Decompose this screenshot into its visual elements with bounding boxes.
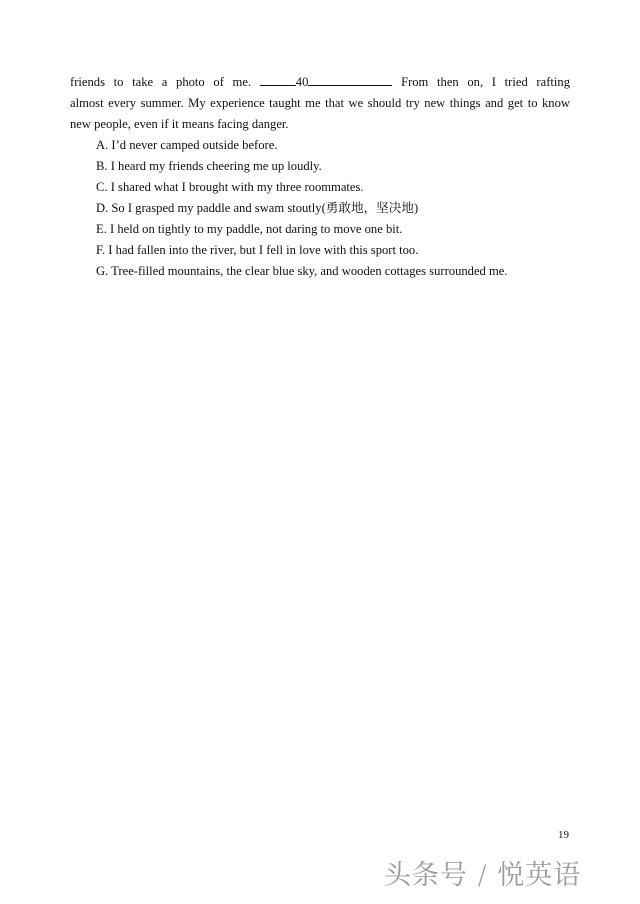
passage-paragraph [70,72,570,135]
option-a: A. I’d never camped outside before. [96,138,278,152]
passage-line-3: new people, even if it means facing danger. [70,117,289,131]
passage-text: friends to take a photo of me. [70,75,252,89]
answer-options [96,135,576,282]
passage-text: From then on, I tried rafting [401,75,570,89]
blank-number: 40 [295,75,309,89]
option-g: G. Tree-filled mountains, the clear blue sky, and wooden cottages surrounded me. [96,264,508,278]
option-f: F. I had fallen into the river, but I fell in love with this sport too. [96,243,419,257]
option-c: C. I shared what I brought with my three roommates. [96,180,364,194]
passage-line-2: almost every summer. My experience taught me that we should try new things and get to know [70,96,570,110]
page-number: 19 [558,829,569,841]
watermark-logo: 头条号 / 悦英语 [384,860,582,891]
option-d: D. So I grasped my paddle and swam stoutly(勇敢地，坚决地) [96,201,419,215]
blank-40 [260,72,393,93]
option-e: E. I held on tightly to my paddle, not daring to move one bit. [96,222,403,236]
option-b: B. I heard my friends cheering me up loudly. [96,159,322,173]
passage-line-1 [70,72,570,93]
